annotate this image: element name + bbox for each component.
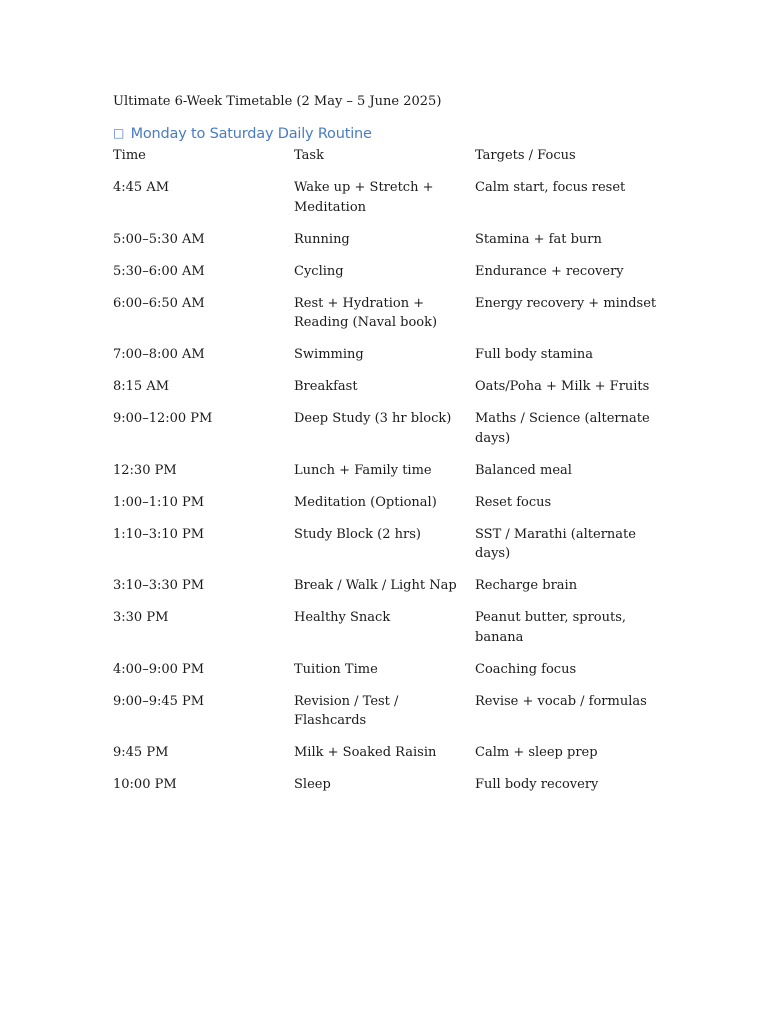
targets-cell: Peanut butter, sprouts, banana <box>475 610 627 645</box>
column-header-task: Task <box>294 148 324 163</box>
targets-cell: Reset focus <box>475 494 552 510</box>
table-row <box>113 493 673 525</box>
targets-cell: Maths / Science (alternate days) <box>475 411 650 446</box>
targets-cell: Revise + vocab / formulas <box>475 693 647 709</box>
table-row <box>113 743 673 775</box>
table-row <box>113 525 673 577</box>
table-row <box>113 294 673 346</box>
table-row <box>113 608 673 660</box>
task-cell: Swimming <box>294 347 364 362</box>
targets-cell: Coaching focus <box>475 661 577 677</box>
time-cell: 9:45 PM <box>113 745 169 760</box>
task-cell: Sleep <box>294 777 331 792</box>
table-row <box>113 262 673 294</box>
time-cell: 4:00–9:00 PM <box>113 661 205 677</box>
task-cell: Study Block (2 hrs) <box>294 526 421 542</box>
document-page <box>113 93 673 807</box>
targets-cell: Calm start, focus reset <box>475 180 626 195</box>
task-cell: Break / Walk / Light Nap <box>294 578 457 593</box>
task-cell: Revision / Test / Flashcards <box>294 693 399 728</box>
time-cell: 3:10–3:30 PM <box>113 578 205 593</box>
targets-cell: Balanced meal <box>475 462 572 478</box>
document-title: Ultimate 6-Week Timetable (2 May – 5 June 2025) <box>113 94 442 109</box>
task-cell: Running <box>294 231 350 247</box>
time-cell: 10:00 PM <box>113 777 177 792</box>
time-cell: 4:45 AM <box>113 180 170 195</box>
task-cell: Deep Study (3 hr block) <box>294 411 452 426</box>
targets-cell: Energy recovery + mindset <box>475 295 657 311</box>
task-cell: Milk + Soaked Raisin <box>294 745 437 760</box>
time-cell: 1:10–3:10 PM <box>113 526 205 542</box>
time-cell: 12:30 PM <box>113 462 177 478</box>
table-row <box>113 230 673 262</box>
time-cell: 1:00–1:10 PM <box>113 494 205 510</box>
time-cell: 6:00–6:50 AM <box>113 295 205 311</box>
task-cell: Wake up + Stretch + Meditation <box>294 180 434 215</box>
table-row <box>113 660 673 692</box>
section-heading-text: Monday to Saturday Daily Routine <box>130 126 372 142</box>
task-cell: Breakfast <box>294 379 358 394</box>
targets-cell: Full body recovery <box>475 777 599 792</box>
time-cell: 9:00–9:45 PM <box>113 693 205 709</box>
targets-cell: Calm + sleep prep <box>475 745 598 760</box>
targets-cell: SST / Marathi (alternate days) <box>475 526 636 561</box>
missing-glyph-icon: □ <box>113 126 125 140</box>
task-cell: Meditation (Optional) <box>294 494 437 510</box>
task-cell: Tuition Time <box>294 661 378 677</box>
task-cell: Rest + Hydration + Reading (Naval book) <box>294 295 438 330</box>
targets-cell: Endurance + recovery <box>475 263 624 279</box>
time-cell: 3:30 PM <box>113 610 169 625</box>
routine-table <box>113 146 673 807</box>
column-header-time: Time <box>113 148 146 163</box>
targets-cell: Full body stamina <box>475 347 594 362</box>
time-cell: 5:00–5:30 AM <box>113 231 205 247</box>
time-cell: 9:00–12:00 PM <box>113 411 213 426</box>
table-row <box>113 692 673 744</box>
time-cell: 7:00–8:00 AM <box>113 347 205 362</box>
task-cell: Lunch + Family time <box>294 462 432 478</box>
table-row <box>113 377 673 409</box>
table-row <box>113 576 673 608</box>
table-header-row <box>113 146 673 178</box>
table-row <box>113 345 673 377</box>
table-row <box>113 178 673 230</box>
task-cell: Cycling <box>294 263 344 279</box>
table-row <box>113 775 673 807</box>
targets-cell: Stamina + fat burn <box>475 231 602 247</box>
targets-cell: Oats/Poha + Milk + Fruits <box>475 379 650 394</box>
column-header-targets: Targets / Focus <box>475 148 576 163</box>
time-cell: 5:30–6:00 AM <box>113 263 205 279</box>
table-body <box>113 178 673 807</box>
targets-cell: Recharge brain <box>475 578 578 593</box>
task-cell: Healthy Snack <box>294 610 391 625</box>
time-cell: 8:15 AM <box>113 379 170 394</box>
section-heading <box>113 124 673 143</box>
table-row <box>113 461 673 493</box>
table-row <box>113 409 673 461</box>
